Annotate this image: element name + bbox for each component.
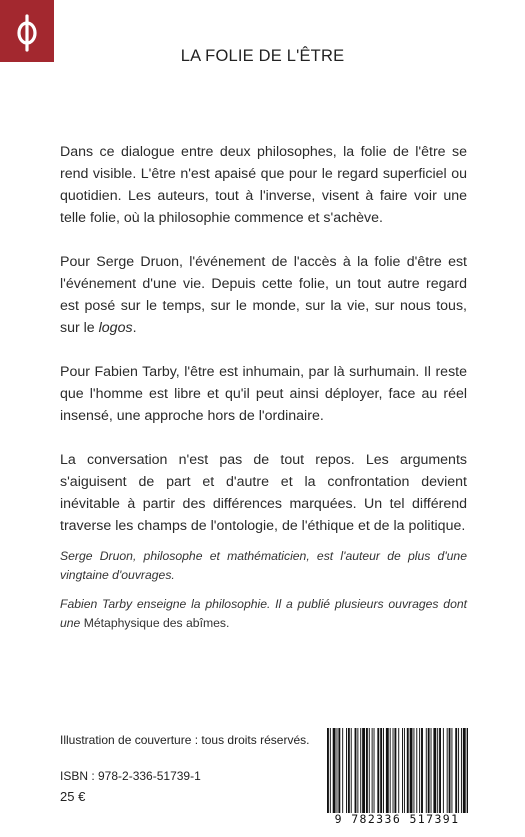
price: 25 € xyxy=(60,789,86,804)
author-2-bio-tail: Métaphysique des abîmes. xyxy=(80,616,230,630)
blurb-paragraph-2 xyxy=(60,251,467,339)
logos-word: logos xyxy=(98,320,133,336)
isbn: ISBN : 978-2-336-51739-1 xyxy=(60,769,201,783)
barcode xyxy=(326,728,468,813)
barcode-number: 9 782336 517391 xyxy=(334,812,460,826)
cover-credit: Illustration de couverture : tous droits réservés. xyxy=(60,733,310,747)
author-1-bio: , philosophe et mathématicien, est l'auteur de plus d'une vingtaine d'ouvrages. xyxy=(60,549,467,582)
blurb xyxy=(60,141,467,559)
blurb-paragraph-2-text: Pour Serge Druon, l'événement de l'accès à la folie d'être est l'événement d'une vie. Depuis cette folie, un tout autre regard est posé sur le temps, sur le monde, sur la vie, sur nous tous, sur le xyxy=(60,254,467,336)
blurb-paragraph-3: Pour Fabien Tarby, l'être est inhumain, par là surhumain. Il reste que l'homme est libre et qu'il peut ainsi déployer, face au réel insensé, une approche hors de l'ordinaire. xyxy=(60,364,467,424)
book-title: LA FOLIE DE L'ÊTRE xyxy=(180,47,345,65)
author-2-name: Fabien Tarby xyxy=(60,597,133,611)
author-1-name: Serge Druon xyxy=(60,549,133,563)
blurb-paragraph-1: Dans ce dialogue entre deux philosophes, la folie de l'être se rend visible. L'être n'est apaisé que pour le regard superficiel ou quotidien. Les auteurs, tout à l'inverse, visent à faire voir une telle folie, où la philosophie commence et s'achève. xyxy=(60,144,467,226)
blurb-paragraph-4: La conversation n'est pas de tout repos. Les arguments s'aiguisent de part et d'autre et la confrontation devient inévitable à partir des différences marquées. Un tel différend traverse les champs de l'ontologie, de l'éthique et de la politique. xyxy=(60,452,467,534)
author-bio-2 xyxy=(60,595,467,633)
author-bios xyxy=(60,547,467,643)
blurb-paragraph-2-end: . xyxy=(132,320,137,336)
author-2-bio: enseigne la philosophie. Il a publié plusieurs ouvrages dont une xyxy=(60,597,468,630)
author-bio-1 xyxy=(60,547,467,585)
